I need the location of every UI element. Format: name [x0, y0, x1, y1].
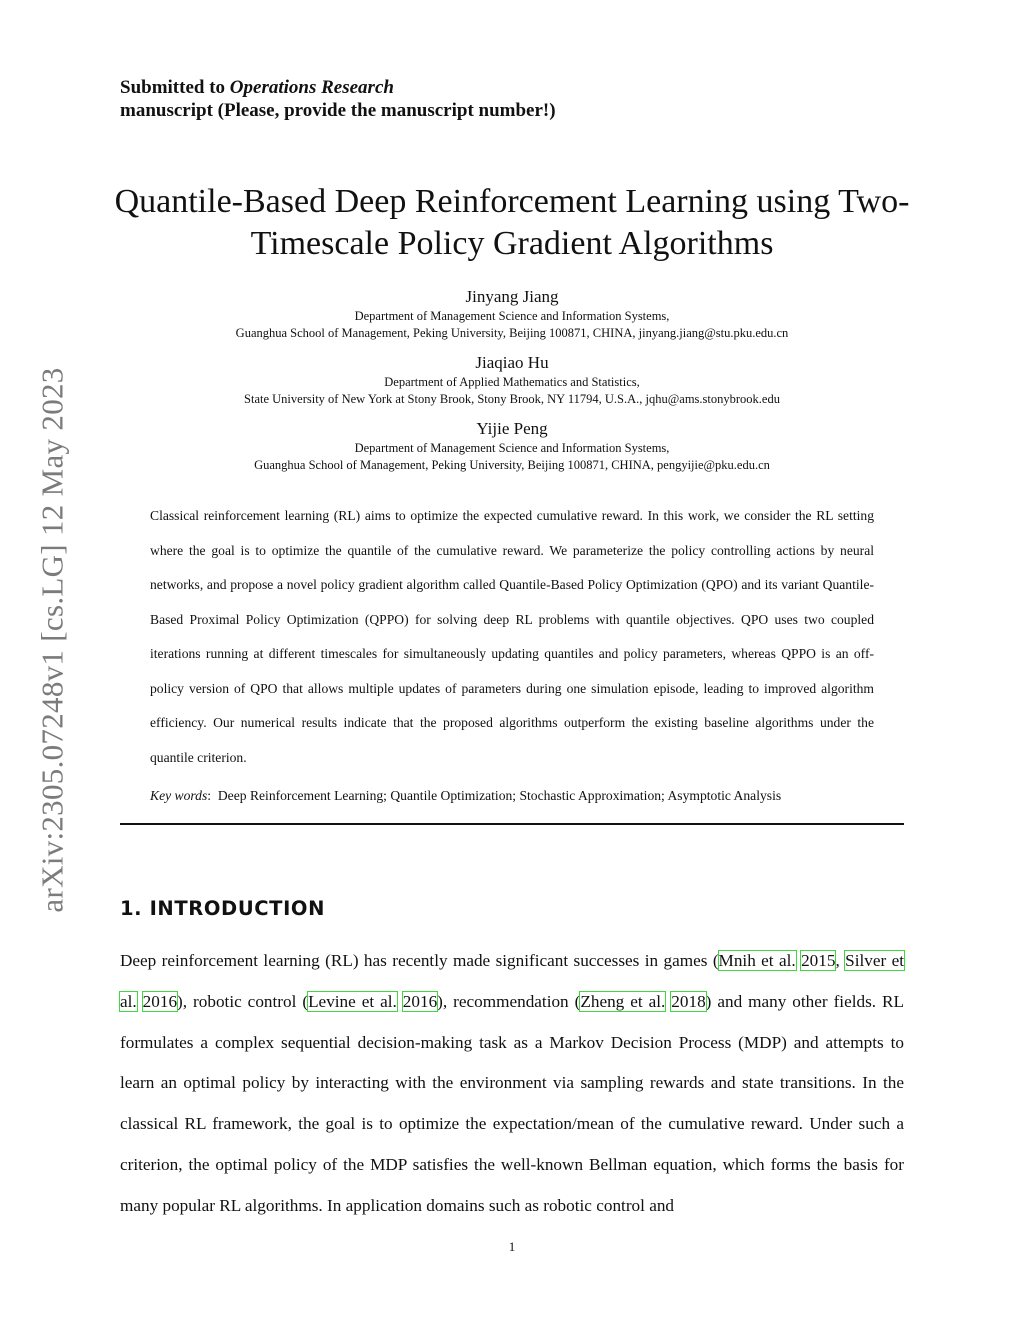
intro-text: ), recommendation (	[437, 991, 581, 1011]
abstract: Classical reinforcement learning (RL) aims to optimize the expected cumulative reward. In this work, we consider the RL setting where the goal is to optimize the quantile of the cumulative reward. We parameterize the policy controlling actions by neural networks, and propose a novel policy gradient algorithm called Quantile-Based Policy Optimization (QPO) and its variant Quantile-Based Proximal Policy Optimization (QPPO) for solving deep RL problems with quantile objectives. QPO uses two coupled iterations running at different timescales for simultaneously updating quantiles and policy parameters, whereas QPPO is an off-policy version of QPO that allows multiple updates of parameters during one simulation episode, leading to improved algorithm efficiency. Our numerical results indicate that the proposed algorithms outperform the existing baseline algorithms under the quantile criterion.	[150, 508, 874, 765]
intro-text: ,	[835, 951, 846, 970]
author-name: Jinyang Jiang	[465, 287, 559, 306]
author-affiliation: Department of Management Science and Information Systems,	[354, 309, 670, 323]
submitted-prefix: Submitted to	[120, 77, 230, 98]
page-number: 1	[508, 1239, 516, 1254]
author-name: Jiaqiao Hu	[475, 353, 549, 372]
author-block-3	[0, 418, 1024, 474]
author-affiliation-address: Guanghua School of Management, Peking University, Beijing 100871, CHINA, jinyang.jiang@stu.pku.edu.cn	[235, 326, 789, 340]
journal-header	[120, 76, 556, 122]
submitted-line	[120, 76, 556, 99]
divider	[120, 823, 904, 825]
intro-paragraph	[120, 941, 904, 1227]
citation-year-link[interactable]: 2015	[801, 951, 836, 970]
keywords-separator: :	[207, 788, 218, 803]
paper-title: Quantile-Based Deep Reinforcement Learning using Two-Timescale Policy Gradient Algorithms	[114, 183, 910, 262]
author-block-2	[0, 352, 1024, 408]
author-affiliation: Department of Applied Mathematics and Statistics,	[384, 375, 640, 389]
citation-year-link[interactable]: 2018	[671, 991, 706, 1011]
manuscript-line: manuscript (Please, provide the manuscript number!)	[120, 100, 556, 121]
intro-text: ) and many other fields. RL formulates a complex sequential decision-making task as a Markov Decision Process (MDP) and attempts to learn an optimal policy by interacting with the environment via sampling rewards and state transitions. In the classical RL framework, the goal is to optimize the expectation/mean of the cumulative reward. Under such a criterion, the optimal policy of the MDP satisfies the well-known Bellman equation, which forms the basis for many popular RL algorithms. In application domains such as robotic control and	[120, 991, 904, 1215]
keywords	[150, 786, 874, 806]
keywords-text: Deep Reinforcement Learning; Quantile Optimization; Stochastic Approximation; Asymptotic Analysis	[217, 788, 782, 803]
citation-year-link[interactable]: 2016	[402, 991, 438, 1011]
citation-year-link[interactable]: 2016	[142, 991, 178, 1011]
author-affiliation: Department of Management Science and Information Systems,	[354, 441, 670, 455]
author-affiliation-address: State University of New York at Stony Brook, Stony Brook, NY 11794, U.S.A., jqhu@ams.stonybrook.edu	[244, 392, 780, 406]
author-name: Yijie Peng	[476, 419, 548, 438]
citation-link[interactable]: Zheng et al.	[580, 991, 666, 1011]
keywords-label: Key words	[150, 788, 208, 803]
intro-text: Deep reinforcement learning (RL) has recently made significant successes in games (	[120, 951, 719, 970]
intro-text: ), robotic control (	[177, 991, 309, 1011]
section-heading	[120, 897, 325, 920]
journal-name: Operations Research	[229, 77, 394, 98]
author-affiliation-address: Guanghua School of Management, Peking University, Beijing 100871, CHINA, pengyijie@pku.edu.cn	[254, 458, 770, 472]
section-number: 1.	[120, 897, 143, 920]
citation-link[interactable]: Mnih et al.	[718, 951, 796, 970]
arxiv-id-text: arXiv:2305.07248v1 [cs.LG] 12 May 2023	[35, 367, 70, 913]
citation-link[interactable]: Levine et al.	[308, 991, 397, 1011]
author-block-1	[0, 286, 1024, 342]
section-title: INTRODUCTION	[149, 897, 326, 920]
citation-link[interactable]: Silver et al.	[120, 951, 904, 1011]
